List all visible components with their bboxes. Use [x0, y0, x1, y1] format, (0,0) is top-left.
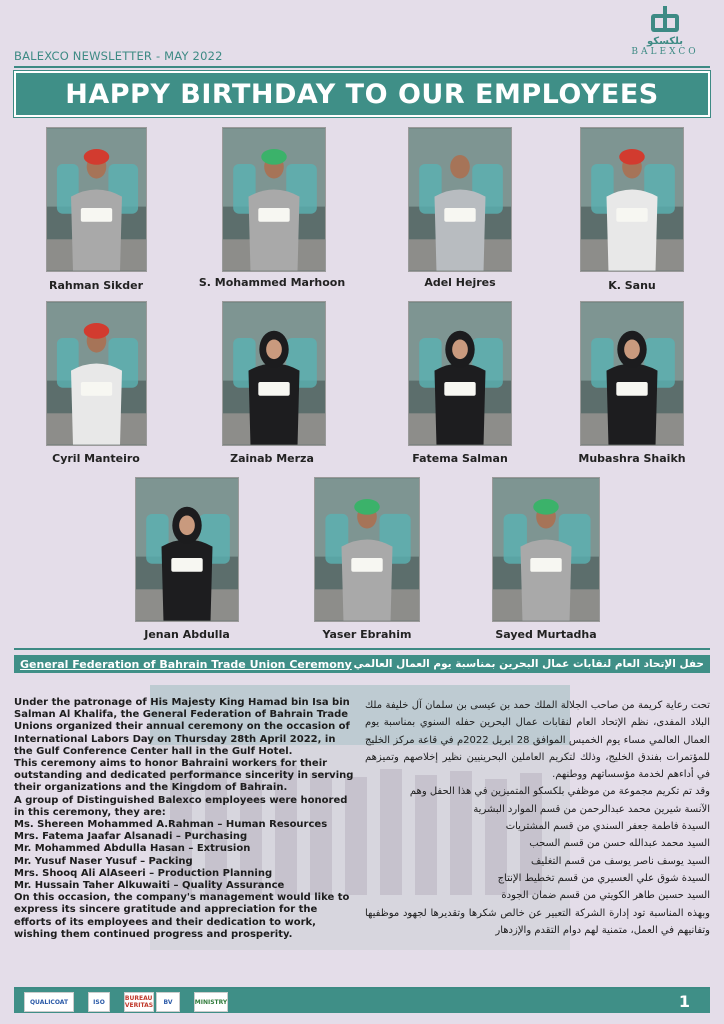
employee-name: Adel Hejres: [424, 276, 496, 289]
section-title-arabic: حفل الإتحاد العام لنقابات عمال البحرين بمناسبة يوم العمال العالمي: [353, 658, 704, 670]
section-title-english: General Federation of Bahrain Trade Union Ceremony: [20, 657, 352, 671]
article-arabic-paragraph: السيد يوسف ناصر يوسف من قسم التغليف: [531, 855, 710, 867]
article-english-paragraph: A group of Distinguished Balexco employees were honored in this ceremony, they are:: [14, 794, 348, 818]
newsletter-title: BALEXCO NEWSLETTER - MAY 2022: [14, 49, 223, 63]
employee-photo: [46, 301, 147, 446]
banner-title: HAPPY BIRTHDAY TO OUR EMPLOYEES: [65, 78, 659, 110]
article-arabic-paragraph: الآنسة شيرين محمد عبدالرحمن من قسم الموارد البشرية: [473, 803, 710, 815]
logo-arabic-text: بلكسكو: [647, 36, 683, 47]
article-english-paragraph: Under the patronage of His Majesty King Hamad bin Isa bin Salman Al Khalifa, the General Federation of Bahrain Trade Unions organized their annual ceremony on the occasion of International Labors Day on Thursday 28th April 2022, in the Gulf Conference Center hall in the Gulf Hotel.: [14, 697, 350, 757]
employee-photo: [314, 477, 420, 622]
article-arabic-paragraph: السيد محمد عبدالله حسن من قسم السحب: [529, 838, 710, 850]
employee-photo: [46, 127, 147, 272]
employee-photo: [580, 301, 684, 446]
employee-photo: [135, 477, 239, 622]
bv-certification-logo: BV: [156, 992, 180, 1012]
bureau-veritas-logo: BUREAU VERITAS: [124, 992, 154, 1012]
article-arabic-paragraph: السيدة شوق علي العسيري من قسم تخطيط الإنتاج: [497, 872, 710, 884]
article-english-paragraph: Mr. Hussain Taher Alkuwaiti – Quality Assurance: [14, 880, 285, 892]
qualicoat-logo: QUALICOAT: [24, 992, 74, 1012]
article-arabic-paragraph: السيدة فاطمة جعفر السندي من قسم المشتريات: [505, 821, 710, 833]
ministry-logo: MINISTRY: [194, 992, 228, 1012]
employee-name: Zainab Merza: [230, 452, 314, 465]
article-english-paragraph: Mr. Yusuf Naser Yusuf – Packing: [14, 855, 193, 867]
employee-photo: [492, 477, 600, 622]
article-arabic-paragraph: تحت رعاية كريمة من صاحب الجلالة الملك حمد بن عيسى بن سلمان آل خليفة ملك البلاد المفدى، نظم الإتحاد العام لنقابات عمال البحرين حفله السنوي بمناسبة يوم العمال العالمي مساء يوم الخميس الموافق 28 ابريل 2022م في قاعة مركز الخليج للمؤتمرات بفندق الخليج، وذلك لتكريم العاملين البحرينيين نظير إخلاصهم وتميزهم في أداءهم لخدمة مؤسساتهم ووطنهم.: [365, 700, 710, 781]
article-english-paragraph: This ceremony aims to honor Bahraini workers for their outstanding and dedicated performance sincerity in serving their organizations and the Kingdom of Bahrain.: [14, 758, 354, 794]
employee-name: Sayed Murtadha: [495, 628, 597, 641]
logo-english-text: BALEXCO: [631, 47, 699, 57]
employee-photo: [408, 301, 512, 446]
article-english: [14, 697, 354, 941]
employee-name: Cyril Manteiro: [52, 452, 140, 465]
article-english-paragraph: Mrs. Shooq Ali AlAseeri – Production Planning: [14, 867, 273, 879]
article-english-paragraph: Mrs. Fatema Jaafar Alsanadi – Purchasing: [14, 831, 248, 843]
employee-name: Rahman Sikder: [48, 279, 144, 292]
article-english-paragraph: On this occasion, the company's management would like to express its sincere gratitude and appreciation for the efforts of its employees and their dedication to work, wishing them continued progress and prosperity.: [14, 892, 350, 940]
iso-logo: ISO: [88, 992, 110, 1012]
article-english-paragraph: Mr. Mohammed Abdulla Hasan – Extrusion: [14, 843, 251, 855]
employee-name: Fatema Salman: [412, 452, 508, 465]
employee-photo: [580, 127, 684, 272]
balexco-mark-icon: [647, 6, 683, 36]
employee-photo: [222, 301, 326, 446]
employee-photo: [408, 127, 512, 272]
section-heading-bar: [14, 655, 710, 673]
section-divider: [14, 648, 710, 650]
employee-name: S. Mohammed Marhoon: [198, 276, 346, 289]
article-english-paragraph: Ms. Shereen Mohammed A.Rahman – Human Resources: [14, 819, 328, 831]
header-divider: [14, 66, 710, 68]
article-arabic-paragraph: وقد تم تكريم مجموعة من موظفي بلكسكو المتميزين في هذا الحفل وهم: [409, 786, 710, 798]
balexco-logo: [620, 6, 710, 68]
page-number: 1: [678, 992, 690, 1011]
employee-name: K. Sanu: [608, 279, 656, 292]
birthday-banner: [14, 71, 710, 117]
article-arabic-paragraph: السيد حسين طاهر الكويتي من قسم ضمان الجودة: [501, 890, 710, 902]
article-arabic-paragraph: وبهذه المناسبة تود إدارة الشركة التعبير عن خالص شكرها وتقديرها لجهود موظفيها وتفانيهم في العمل، متمنية لهم دوام التقدم والإزدهار: [365, 907, 710, 936]
article-arabic: [365, 697, 710, 939]
employee-name: Jenan Abdulla: [144, 628, 230, 641]
employee-name: Yaser Ebrahim: [322, 628, 412, 641]
employee-name: Mubashra Shaikh: [578, 452, 686, 465]
employee-photo: [222, 127, 326, 272]
footer-bar: [14, 987, 710, 1013]
